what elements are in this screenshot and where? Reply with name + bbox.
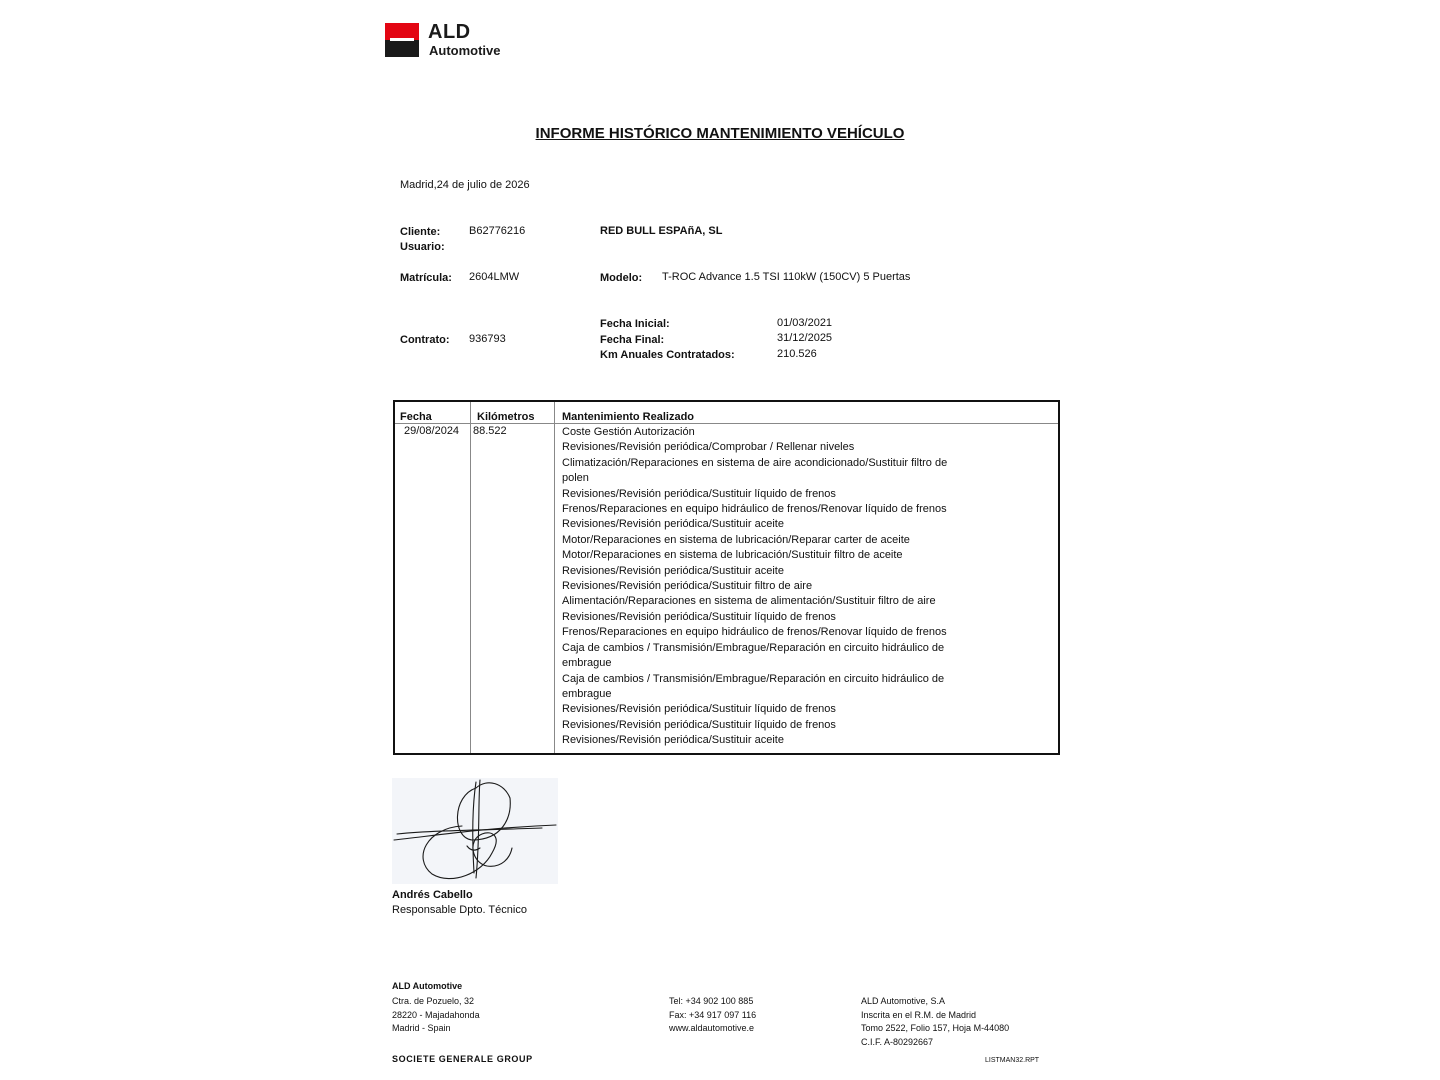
maintenance-item: Revisiones/Revisión periódica/Sustituir líquido de frenos bbox=[562, 610, 836, 623]
maintenance-list bbox=[562, 425, 982, 749]
maintenance-item: Climatización/Reparaciones en sistema de aire acondicionado/Sustituir filtro de bbox=[562, 456, 948, 469]
km-anuales-label: Km Anuales Contratados: bbox=[600, 349, 735, 361]
contrato-label: Contrato: bbox=[400, 334, 450, 346]
date-line bbox=[400, 179, 530, 191]
modelo-value: T-ROC Advance 1.5 TSI 110kW (150CV) 5 Puertas bbox=[662, 271, 911, 283]
maintenance-item: Revisiones/Revisión periódica/Comprobar / Rellenar niveles bbox=[562, 441, 855, 454]
maintenance-item: embrague bbox=[562, 657, 612, 670]
fecha-inicial-label: Fecha Inicial: bbox=[600, 318, 670, 330]
cliente-label: Cliente: bbox=[400, 226, 441, 238]
modelo-label: Modelo: bbox=[600, 272, 643, 284]
footer-registry-line: Inscrita en el R.M. de Madrid bbox=[861, 1009, 977, 1020]
footer-registry-line: Tomo 2522, Folio 157, Hoja M-44080 bbox=[861, 1023, 1010, 1033]
column-header-mantenimiento: Mantenimiento Realizado bbox=[562, 411, 695, 423]
header-divider bbox=[395, 423, 1058, 424]
footer-website-link[interactable]: www.aldautomotive.e bbox=[669, 1023, 755, 1033]
report-title: INFORME HISTÓRICO MANTENIMIENTO VEHÍCULO bbox=[535, 125, 905, 142]
logo-square-icon bbox=[385, 23, 419, 57]
signer-name: Andrés Cabello bbox=[392, 889, 473, 901]
row-kilometros: 88.522 bbox=[473, 425, 507, 437]
row-fecha: 29/08/2024 bbox=[404, 425, 460, 437]
footer-fax: Fax: +34 917 097 116 bbox=[669, 1009, 757, 1020]
maintenance-item: Caja de cambios / Transmisión/Embrague/Reparación en circuito hidráulico de bbox=[562, 641, 945, 654]
footer-registry bbox=[861, 995, 1009, 1049]
footer-tel: Tel: +34 902 100 885 bbox=[669, 996, 754, 1006]
logo-text-ald: ALD bbox=[428, 21, 471, 43]
footer-company: ALD Automotive bbox=[392, 981, 463, 991]
column-divider bbox=[554, 402, 555, 753]
maintenance-item: Revisiones/Revisión periódica/Sustituir líquido de frenos bbox=[562, 487, 836, 500]
footer-registry-line: C.I.F. A-80292667 bbox=[861, 1036, 934, 1047]
km-anuales-value: 210.526 bbox=[777, 348, 817, 360]
signer-role: Responsable Dpto. Técnico bbox=[392, 904, 527, 916]
usuario-label: Usuario: bbox=[400, 241, 445, 253]
maintenance-item: Frenos/Reparaciones en equipo hidráulico de frenos/Renovar líquido de frenos bbox=[562, 626, 947, 639]
maintenance-item: Alimentación/Reparaciones en sistema de alimentación/Sustituir filtro de aire bbox=[562, 595, 936, 608]
logo-text-automotive: Automotive bbox=[429, 43, 501, 58]
fecha-final-label: Fecha Final: bbox=[600, 334, 665, 346]
report-date: 24 de julio de 2026 bbox=[436, 179, 530, 191]
column-divider bbox=[470, 402, 471, 753]
cliente-value: B62776216 bbox=[469, 225, 526, 237]
maintenance-item: Caja de cambios / Transmisión/Embrague/Reparación en circuito hidráulico de bbox=[562, 672, 945, 685]
matricula-label: Matrícula: bbox=[400, 272, 452, 284]
footer-address-line: Madrid - Spain bbox=[392, 1023, 451, 1033]
maintenance-item: Revisiones/Revisión periódica/Sustituir aceite bbox=[562, 518, 784, 531]
maintenance-item: Frenos/Reparaciones en equipo hidráulico de frenos/Renovar líquido de frenos bbox=[562, 503, 947, 516]
maintenance-item: Revisiones/Revisión periódica/Sustituir aceite bbox=[562, 564, 784, 577]
footer-address bbox=[392, 995, 480, 1036]
footer-address-line: Ctra. de Pozuelo, 32 bbox=[392, 996, 475, 1006]
maintenance-item: polen bbox=[562, 472, 589, 485]
maintenance-item: Motor/Reparaciones en sistema de lubricación/Sustituir filtro de aceite bbox=[562, 549, 903, 562]
report-code: LISTMAN32.RPT bbox=[985, 1057, 1040, 1064]
fecha-inicial-value: 01/03/2021 bbox=[777, 317, 833, 329]
footer-group: SOCIETE GENERALE GROUP bbox=[392, 1054, 533, 1064]
city: Madrid, bbox=[400, 179, 437, 191]
footer-contact bbox=[669, 995, 756, 1036]
maintenance-item: Revisiones/Revisión periódica/Sustituir líquido de frenos bbox=[562, 703, 836, 716]
contrato-value: 936793 bbox=[469, 333, 506, 345]
maintenance-item: Revisiones/Revisión periódica/Sustituir aceite bbox=[562, 734, 784, 747]
cliente-name: RED BULL ESPAñA, SL bbox=[600, 225, 723, 237]
footer-address-line: 28220 - Majadahonda bbox=[392, 1009, 480, 1020]
column-header-kilometros: Kilómetros bbox=[477, 411, 535, 423]
fecha-final-value: 31/12/2025 bbox=[777, 332, 833, 344]
matricula-value: 2604LMW bbox=[469, 271, 520, 283]
column-header-fecha: Fecha bbox=[400, 411, 432, 423]
maintenance-item: embrague bbox=[562, 687, 612, 700]
maintenance-item: Revisiones/Revisión periódica/Sustituir líquido de frenos bbox=[562, 718, 836, 731]
ald-automotive-logo bbox=[385, 23, 515, 59]
handwritten-signature bbox=[392, 778, 558, 884]
maintenance-item: Revisiones/Revisión periódica/Sustituir filtro de aire bbox=[562, 580, 813, 593]
maintenance-item: Coste Gestión Autorización bbox=[562, 426, 695, 438]
footer-registry-line: ALD Automotive, S.A bbox=[861, 996, 946, 1006]
maintenance-table bbox=[393, 400, 1060, 755]
maintenance-item: Motor/Reparaciones en sistema de lubricación/Reparar carter de aceite bbox=[562, 533, 910, 546]
